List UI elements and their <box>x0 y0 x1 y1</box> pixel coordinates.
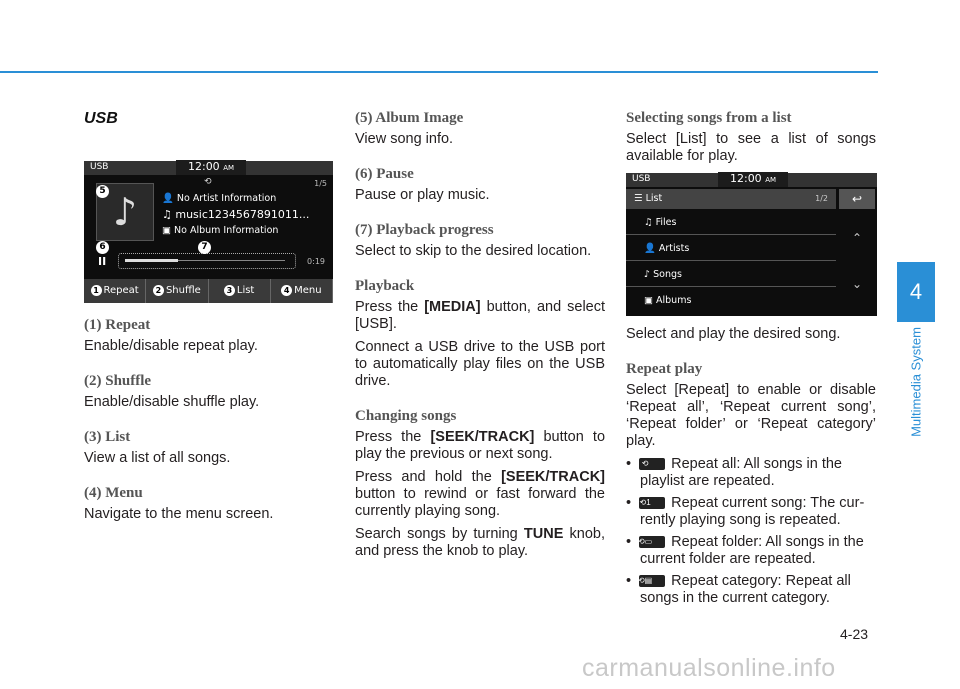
text-repeat: Enable/disable repeat play. <box>84 338 258 354</box>
clock: 12:00 AM <box>176 160 246 175</box>
list-item-artists[interactable]: 👤 Artists <box>626 236 836 261</box>
callout-5: 5 <box>96 185 109 198</box>
song-icon: ♫ <box>162 208 172 221</box>
note-icon: ♫ <box>644 217 653 228</box>
text-changing-2: Press and hold the [SEEK/TRACK] button to rewind or fast forward the currently playing song. <box>355 469 605 519</box>
status-bar <box>84 161 333 175</box>
column-1 <box>84 110 334 529</box>
artist-icon: 👤 <box>162 193 174 204</box>
source-label: USB <box>90 162 109 172</box>
text-changing-1: Press the [SEEK/TRACK] button to play the previous or next song. <box>355 429 606 462</box>
heading-changing: Changing songs <box>355 408 457 424</box>
list-item: • ⟲1 Repeat current song: The cur-rently playing song is repeated. <box>626 495 865 528</box>
playback-progress[interactable] <box>118 253 296 269</box>
text-selecting: Select [List] to see a list of songs available for play. <box>626 131 876 164</box>
artist-label: No Artist Information <box>176 193 277 204</box>
text-shuffle: Enable/disable shuffle play. <box>84 394 260 410</box>
text-menu: Navigate to the menu screen. <box>84 506 274 522</box>
text-changing-3: Search songs by turning TUNE knob, and press the knob to play. <box>355 526 605 559</box>
heading-shuffle: (2) Shuffle <box>84 373 152 389</box>
heading-album-image: (5) Album Image <box>355 110 464 126</box>
elapsed-time: 0:19 <box>307 257 325 266</box>
pause-icon[interactable]: II <box>98 255 107 268</box>
text-progress: Select to skip to the desired location. <box>355 243 592 259</box>
button-bar <box>84 279 333 303</box>
text-select-play: Select and play the desired song. <box>626 326 841 342</box>
heading-selecting: Selecting songs from a list <box>626 110 792 126</box>
list-header: ☰ List 1/2 <box>626 189 836 209</box>
text-album-image: View song info. <box>355 131 454 147</box>
heading-list: (3) List <box>84 429 131 445</box>
album-label: No Album Information <box>174 225 279 236</box>
clock: 12:00 AM <box>718 172 788 187</box>
list-item-albums[interactable]: ▣ Albums <box>644 295 692 306</box>
list-item: • ⟲▭ Repeat folder: All songs in the current folder are repeated. <box>626 534 864 567</box>
repeat-icon: ⟲ <box>204 177 212 187</box>
status-bar <box>626 173 877 187</box>
scroll-down-icon[interactable]: ⌄ <box>851 277 863 291</box>
repeat-one-icon: ⟲1 <box>639 497 665 509</box>
chapter-title: Multimedia System <box>908 327 924 437</box>
column-3 <box>626 110 876 612</box>
text-pause: Pause or play music. <box>355 187 490 203</box>
callout-6: 6 <box>96 241 109 254</box>
text-repeat-play: Select [Repeat] to enable or disable ‘Repeat all’, ‘Repeat current song’, ‘Repeat folder’ or ‘Repeat category’ play. <box>626 382 876 449</box>
list-button[interactable]: 3 List <box>209 279 271 303</box>
list-item-songs[interactable]: ♪ Songs <box>626 262 836 287</box>
menu-button[interactable]: 4 Menu <box>271 279 333 303</box>
repeat-category-icon: ⟲▤ <box>639 575 665 587</box>
person-icon: 👤 <box>644 243 656 254</box>
heading-progress: (7) Playback progress <box>355 222 494 238</box>
progress-fill <box>125 259 178 262</box>
chapter-tab: 4 <box>897 262 935 322</box>
page-number: 4-23 <box>840 626 869 642</box>
header-rule <box>0 71 878 73</box>
heading-repeat: (1) Repeat <box>84 317 151 333</box>
songs-icon: ♪ <box>644 269 651 280</box>
back-button[interactable] <box>839 189 875 209</box>
section-title-usb: USB <box>84 110 118 127</box>
text-list: View a list of all songs. <box>84 450 231 466</box>
shuffle-button[interactable]: 2 Shuffle <box>146 279 208 303</box>
watermark: carmanualsonline.info <box>582 654 836 682</box>
track-info <box>162 191 309 239</box>
repeat-folder-icon: ⟲▭ <box>639 536 665 548</box>
page-indicator: 1/2 <box>815 194 828 203</box>
song-label: music1234567891011... <box>175 208 310 221</box>
list-screen <box>626 173 877 316</box>
heading-playback: Playback <box>355 278 415 294</box>
list-item-files[interactable]: ♫ Files <box>626 210 836 235</box>
callout-7: 7 <box>198 241 211 254</box>
scroll-up-icon[interactable]: ⌃ <box>851 231 863 245</box>
column-2 <box>355 110 605 566</box>
heading-menu: (4) Menu <box>84 485 143 501</box>
repeat-button[interactable]: 1 Repeat <box>84 279 146 303</box>
source-label: USB <box>632 174 651 184</box>
back-arrow-icon: ↩ <box>851 192 863 206</box>
text-playback-2: Connect a USB drive to the USB port to automatically play files on the USB drive. <box>355 339 605 389</box>
text-playback-1: Press the [MEDIA] button, and select [USB]. <box>355 299 606 332</box>
repeat-mode-list <box>626 456 876 607</box>
list-item: • ⟲ Repeat all: All songs in the playlist are repeated. <box>626 456 842 489</box>
heading-pause: (6) Pause <box>355 166 414 182</box>
heading-repeat-play: Repeat play <box>626 361 703 377</box>
list-item: • ⟲▤ Repeat category: Repeat all songs in the current category. <box>626 573 851 606</box>
page-indicator: 1/5 <box>314 179 327 188</box>
repeat-all-icon: ⟲ <box>639 458 665 470</box>
album-icon: ▣ <box>162 225 171 236</box>
list-icon: ☰ <box>634 193 643 204</box>
usb-screen <box>84 161 333 303</box>
album-icon: ▣ <box>644 295 653 306</box>
music-note-icon: ♪ <box>112 190 138 234</box>
